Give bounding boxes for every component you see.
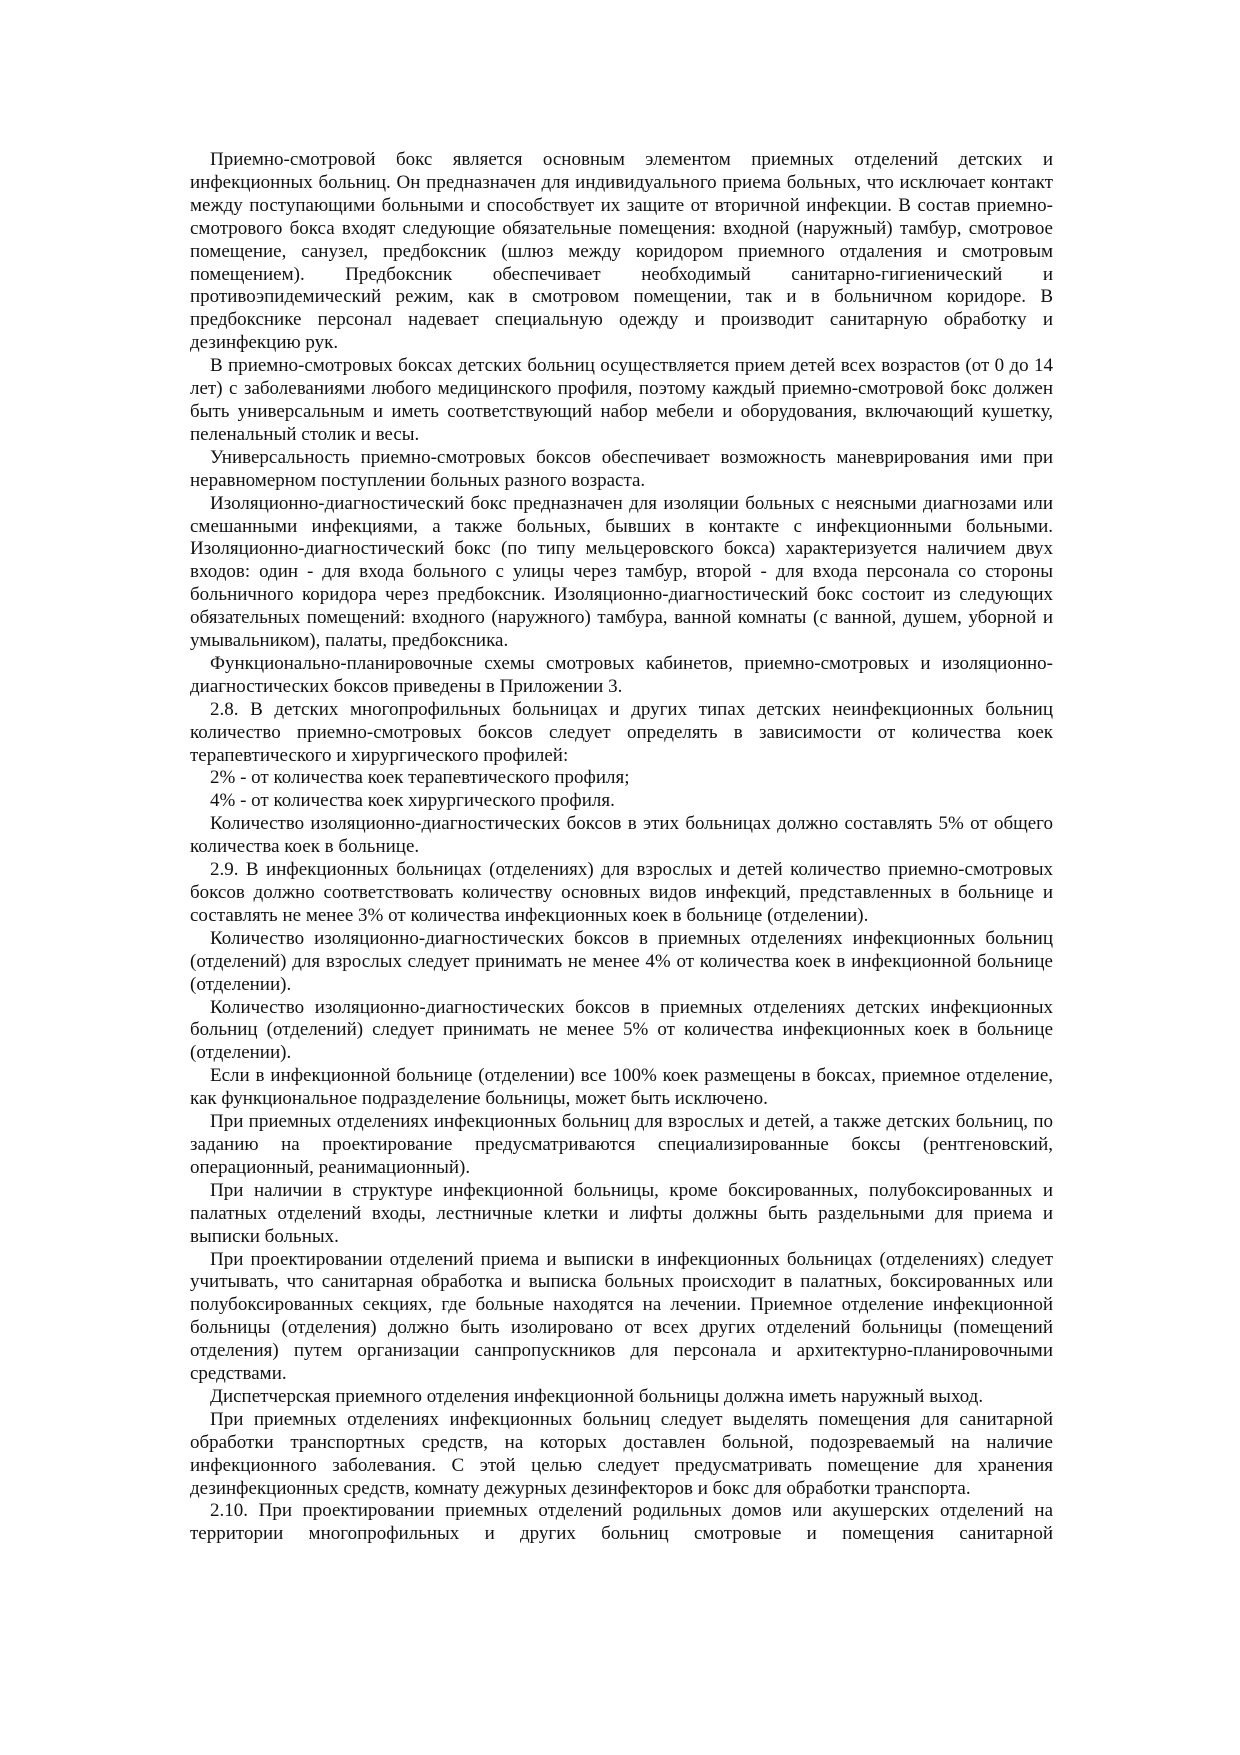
paragraph-7: 2% - от количества коек терапевтического профиля; xyxy=(210,767,630,789)
paragraph-2: В приемно-смотровых боксах детских больниц осуществляется прием детей всех возрастов (от 0 до 14 лет) с заболеваниями любого медицинского профиля, поэтому каждый приемно-смотровой бокс должен быть универсальным и иметь соответствующий набор мебели и оборудования, включающий кушетку, пеленальный столик и весы. xyxy=(190,355,1053,445)
paragraph-8: 4% - от количества коек хирургического профиля. xyxy=(210,790,615,812)
paragraph-19: 2.10. При проектировании приемных отделений родильных домов или акушерских отделений на территории многопрофильных и других больниц смотровые и помещения санитарной xyxy=(190,1500,1053,1545)
paragraph-18: При приемных отделениях инфекционных больниц следует выделять помещения для санитарной обработки транспортных средств, на которых доставлен больной, подозреваемый на наличие инфекционного заболевания. С этой целью следует предусматривать помещение для хранения дезинфекционных средств, комнату дежурных дезинфекторов и бокс для обработки транспорта. xyxy=(190,1408,1053,1499)
document-page xyxy=(190,149,1053,1546)
paragraph-1: Приемно-смотровой бокс является основным элементом приемных отделений детских и инфекционных больниц. Он предназначен для индивидуального приема больных, что исключает контакт между поступающими больными и способствует их защите от вторичной инфекции. В состав приемно-смотрового бокса входят следующие обязательные помещения: входной (наружный) тамбур, смотровое помещение, санузел, предбоксник (шлюз между коридором приемного отдаления и смотровым помещением). Предбоксник обеспечивает необходимый санитарно-гигиенический и противоэпидемический режим, как в смотровом помещении, так и в больничном коридоре. В предбокснике персонал надевает специальную одежду и производит санитарную обработку и дезинфекцию рук. xyxy=(190,149,1053,354)
paragraph-14: При приемных отделениях инфекционных больниц для взрослых и детей, а также детских больниц, по заданию на проектирование предусматриваются специализированные боксы (рентгеновский, операционный, реанимационный). xyxy=(190,1111,1053,1178)
paragraph-10: 2.9. В инфекционных больницах (отделениях) для взрослых и детей количество приемно-смотровых боксов должно соответствовать количеству основных видов инфекций, представленных в больнице и составлять не менее 3% от количества инфекционных коек в больнице (отделении). xyxy=(190,859,1053,926)
paragraph-15: При наличии в структуре инфекционной больницы, кроме боксированных, полубоксированных и палатных отделений входы, лестничные клетки и лифты должны быть раздельными для приема и выписки больных. xyxy=(190,1179,1053,1247)
paragraph-3: Универсальность приемно-смотровых боксов обеспечивает возможность маневрирования ими при неравномерном поступлении больных разного возраста. xyxy=(190,446,1053,491)
paragraph-4: Изоляционно-диагностический бокс предназначен для изоляции больных с неясными диагнозами или смешанными инфекциями, а также больных, бывших в контакте с инфекционными больными. Изоляционно-диагностический бокс (по типу мельцеровского бокса) характеризуется наличием двух входов: один - для входа больного с улицы через тамбур, второй - для входа персонала со стороны больничного коридора через предбоксник. Изоляционно-диагностический бокс состоит из следующих обязательных помещений: входного (наружного) тамбура, ванной комнаты (с ванной, душем, уборной и умывальником), палаты, предбоксника. xyxy=(190,492,1053,652)
paragraph-12: Количество изоляционно-диагностических боксов в приемных отделениях детских инфекционных больниц (отделений) следует принимать не менее 5% от количества инфекционных коек в больнице (отделении). xyxy=(190,996,1053,1064)
paragraph-13: Если в инфекционной больнице (отделении) все 100% коек размещены в боксах, приемное отделение, как функциональное подразделение больницы, может быть исключено. xyxy=(190,1065,1053,1110)
paragraph-17: Диспетчерская приемного отделения инфекционной больницы должна иметь наружный выход. xyxy=(210,1385,984,1407)
paragraph-5: Функционально-планировочные схемы смотровых кабинетов, приемно-смотровых и изоляционно-диагностических боксов приведены в Приложении 3. xyxy=(190,652,1053,697)
paragraph-11: Количество изоляционно-диагностических боксов в приемных отделениях инфекционных больниц (отделений) для взрослых следует принимать не менее 4% от количества коек в инфекционной больнице (отделении). xyxy=(190,927,1053,995)
paragraph-16: При проектировании отделений приема и выписки в инфекционных больницах (отделениях) следует учитывать, что санитарная обработка и выписка больных происходит в палатных, боксированных или полубоксированных секциях, где больные находятся на лечении. Приемное отделение инфекционной больницы (отделения) должно быть изолировано от всех других отделений больницы (помещений отделения) путем организации санпропускников для персонала и архитектурно-планировочными средствами. xyxy=(190,1248,1053,1385)
paragraph-6: 2.8. В детских многопрофильных больницах и других типах детских неинфекционных больниц количество приемно-смотровых боксов следует определять в зависимости от количества коек терапевтического и хирургического профилей: xyxy=(190,698,1053,766)
paragraph-9: Количество изоляционно-диагностических боксов в этих больницах должно составлять 5% от общего количества коек в больнице. xyxy=(190,813,1053,858)
